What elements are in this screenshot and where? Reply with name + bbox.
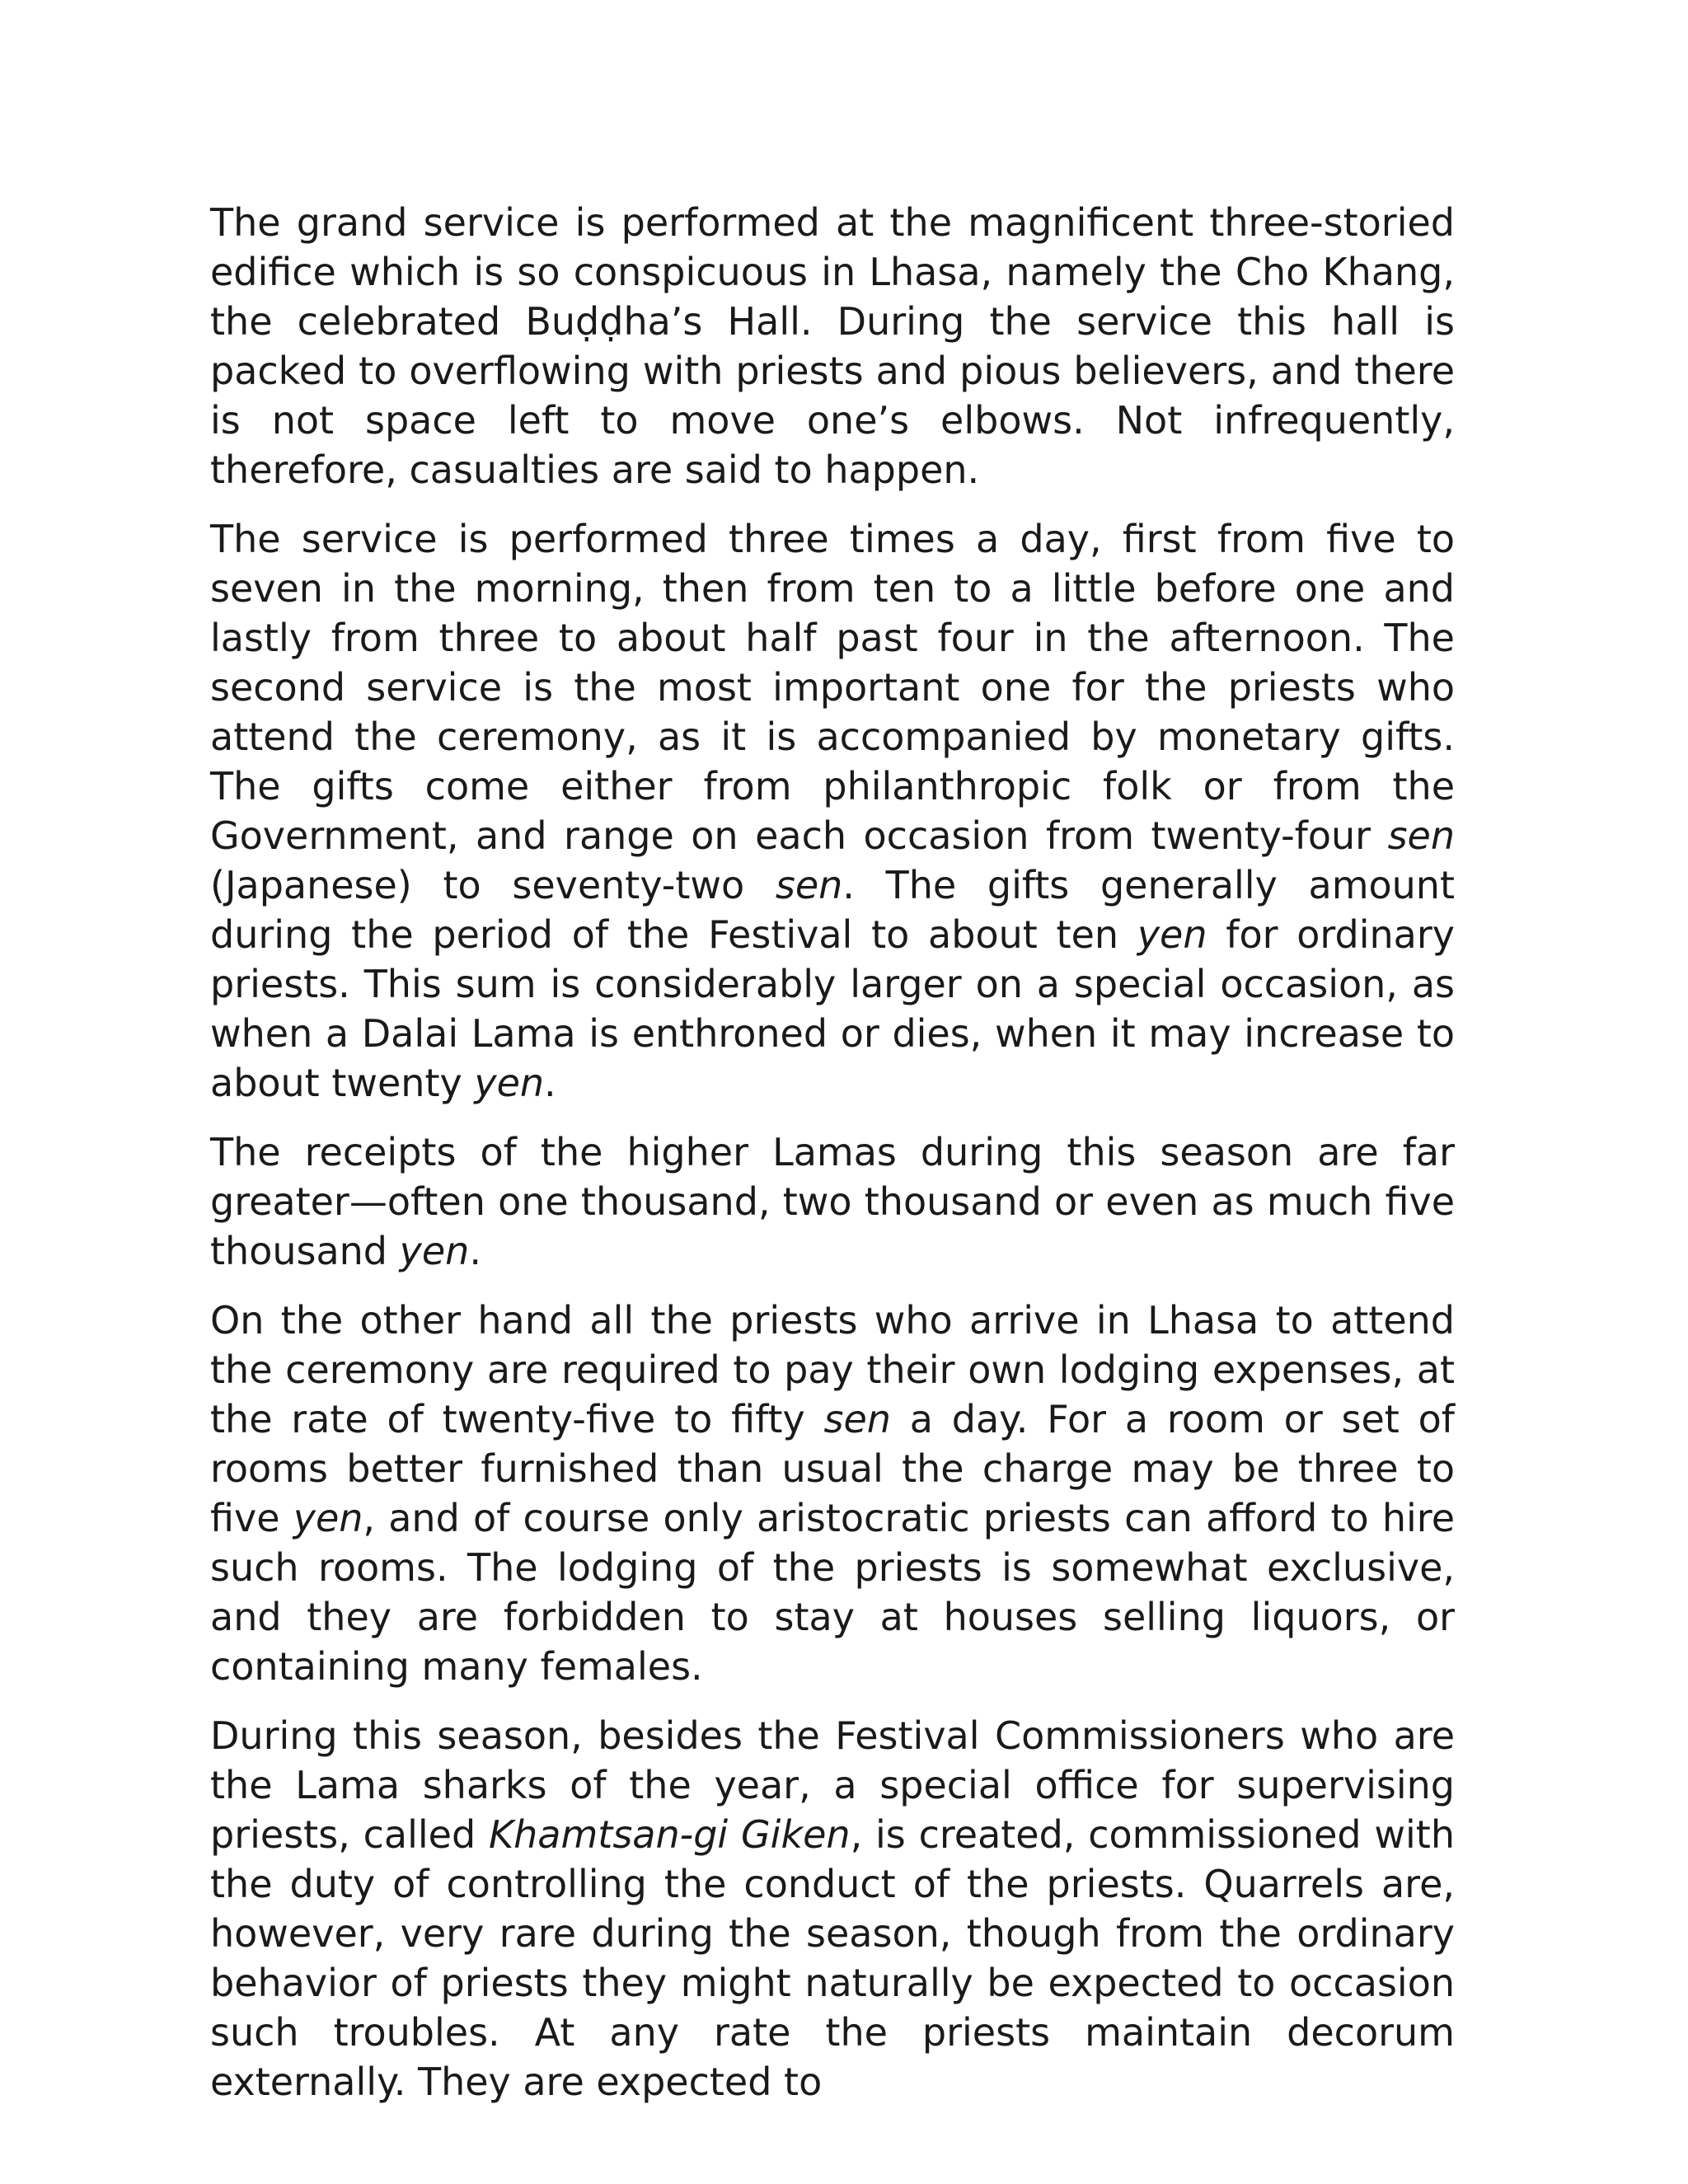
italic-term: yen — [399, 1229, 470, 1273]
text-run: . — [544, 1061, 556, 1105]
italic-term: yen — [293, 1496, 363, 1540]
text-run: . The gifts generally amount during the period of the Festival to about ten — [210, 863, 1455, 957]
text-run: for ordinary priests. This sum is considerably larger on a special occasion, as when a Dalai Lama is enthroned or dies, when it may increase to about twenty — [210, 912, 1455, 1105]
paragraph-lodging — [210, 1296, 1455, 1691]
text-run: a day. For a room or set of rooms better furnished than usual the charge may be three to five — [210, 1397, 1455, 1540]
italic-term: Khamtsan-gi Giken — [488, 1812, 851, 1857]
paragraph-service-times — [210, 514, 1455, 1108]
text-run: During this season, besides the Festival Commissioners who are the Lama sharks of the year, a special office for supervising priests, called — [210, 1713, 1455, 1857]
body-text — [210, 198, 1455, 2126]
paragraph-higher-lamas — [210, 1127, 1455, 1276]
text-run: . — [469, 1229, 481, 1273]
text-run: , and of course only aristocratic priests can afford to hire such rooms. The lodging of the priests is somewhat exclusive, and they are forbidden to stay at houses selling liquors, or containing many females. — [210, 1496, 1455, 1689]
italic-term: sen — [775, 863, 843, 907]
italic-term: yen — [474, 1061, 545, 1105]
text-run: The receipts of the higher Lamas during this season are far greater—often one thousand, two thousand or even as much five thousand — [210, 1130, 1455, 1273]
paragraph-grand-service — [210, 198, 1455, 494]
text-run: The grand service is performed at the magnificent three-storied edifice which is so conspicuous in Lhasa, namely the Cho Khang, the celebrated Buḍḍha’s Hall. During the service this hall is packed to overflowing with priests and pious believers, and there is not space left to move one’s elbows. Not infrequently, therefore, casualties are said to happen. — [210, 200, 1455, 492]
paragraph-supervising-office — [210, 1711, 1455, 2107]
text-run: (Japanese) to seventy-two — [210, 863, 776, 907]
text-run: , is created, commissioned with the duty of controlling the conduct of the priests. Quarrels are, however, very rare during the season, though from the ordinary behavior of priests they might naturally be expected to occasion such troubles. At any rate the priests maintain decorum externally. They are expected to — [210, 1812, 1455, 2104]
italic-term: yen — [1137, 912, 1207, 957]
italic-term: sen — [823, 1397, 891, 1441]
italic-term: sen — [1387, 813, 1455, 858]
text-run: On the other hand all the priests who arrive in Lhasa to attend the ceremony are required to pay their own lodging expenses, at the rate of twenty-five to fifty — [210, 1298, 1455, 1441]
text-run: The service is performed three times a day, first from five to seven in the morning, then from ten to a little before one and lastly from three to about half past four in the afternoon. The second service is the most important one for the priests who attend the ceremony, as it is accompanied by monetary gifts. The gifts come either from philanthropic folk or from the Government, and range on each occasion from twenty-four — [210, 517, 1455, 858]
